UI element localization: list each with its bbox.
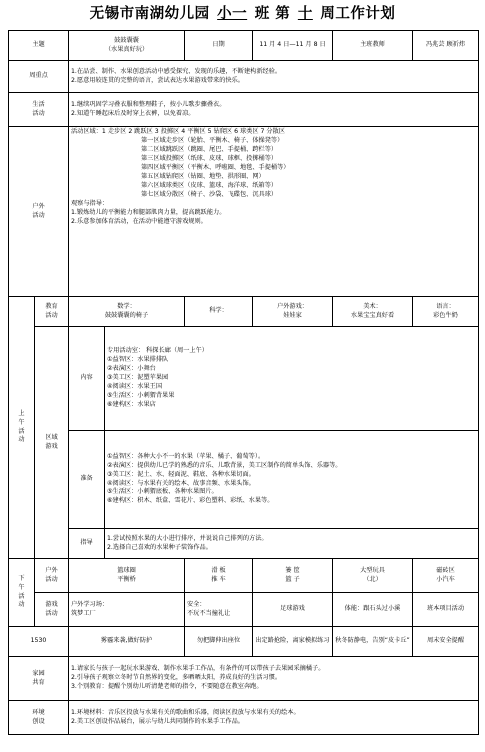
class-word: 班 [254,6,270,22]
outdoor-content: 活动区域：1 走步区 2 跳跃区 3 投掷区 4 平衡区 5 钻爬区 6 球类区 7 分散区 第一区域走步区（轮胎、平衡木、椅子、体操凳等） 第二区域跳跃区（跳圈、尾巴、手提桶、跨栏等） 第三区域投掷区（纸球、皮球、球框、投掷桶等） 第四区域平衡区（平衡木、呼啦圈、地毯、手提桶等） 第五区域钻爬区（钻圈、地垫、拱形圈、网） 第六区域球类区（皮球、篮球、海洋球、纸箱等） 第七区域分散区（椅子、沙袋、飞碟包、沉具球） 观察与指导： 1.锻炼幼儿的平衡能力和腿部肌肉力量，提高跳跃能力。 2.乐意参加体育活动，在活动中能遵守游戏规则。 [69,127,479,297]
date-value: 11 月 4 日—11 月 8 日 [253,31,333,61]
theme-label: 主题 [9,31,69,61]
safety-item-3: 出定路抢险，离家模拟练习 [253,627,333,657]
edu-math: 数学： 鼓鼓囊囊的椅子 [69,297,185,327]
area-guide-row [9,529,479,559]
area-content-row [9,327,479,431]
teacher-value: 冯兆芸 顾祈炜 [413,31,479,61]
edu-art: 美术： 水果宝宝真好看 [333,297,413,327]
safety-item-4: 秋冬防静电，告别“皮卡丘” [333,627,413,657]
family-content: 1.请家长与孩子一起玩水果游戏、制作水果手工作品，有条件的可以带孩子去果园采摘橘子。 2.引导孩子观察立冬时节自然界的变化，多晒晒太阳，养成良好的生活习惯。 3.个别教育：提醒个别幼儿听清楚老师的指令，不要随意在教室奔跑。 [69,657,479,701]
afternoon-game-4: 体能：跟石头过小溪 [333,593,413,627]
class-name: 小一 [217,6,248,22]
edu-label: 教育 活动 [35,297,69,327]
area-prep: ①益智区：各种大小不一的水果（苹果、橘子、葡萄等）。 ②表演区：提供幼儿已学的熟悉的音乐、儿歌背景，美工区制作的简单头饰、乐器等。 ③美工区：泥土、水、轻面泥、鞋底、各种水果切面。 ④阅读区：与水果有关的绘本、故事音频、水果头饰。 ⑤生活区：小刺猬底板、各种水果图片。 ⑥建构区：积木、纸盒、雪花片、彩色塑料、彩纸、水果等。 [105,431,479,529]
env-content: 1.环境材料：音乐区投放与水果有关的歌曲和乐器，阅读区投放与水果有关的绘本。 2.美工区创设作品展台，展示与幼儿共同制作的水果手工作品。 [69,701,479,735]
outdoor-label: 户外 活动 [9,127,69,297]
afternoon-outdoor-1: 篮球圈 平衡桥 [69,559,185,593]
safety-item-1: 雾霾来袭,做好防护 [69,627,185,657]
safety-item-2: 勿把脚伸出座位 [185,627,253,657]
afternoon-outdoor-3: 篓 筐 篮 子 [253,559,333,593]
afternoon-label: 下 午 活 动 [9,559,35,627]
family-row [9,657,479,701]
area-content-label: 内容 [69,327,105,431]
focus-content: 1.在品尝、制作、水果创意活动中感受探究、发现的乐趣，不断建构新经验。 2.愿意用较连贯的完整的语言，尝试表达水果游戏带来的快乐。 [69,61,479,93]
afternoon-game-5: 班本项目活动 [413,593,479,627]
afternoon-game-3: 足球游戏 [253,593,333,627]
area-content: 专用活动室： 科探长廊（周一上午） ①益智区：水果排排队 ②表演区：小舞台 ③美工区：泥塑苹果园 ④阅读区：水果王国 ⑤生活区：小刺猬背果果 ⑥建构区：水果店 [105,327,479,431]
life-label: 生活 活动 [9,93,69,127]
afternoon-game-2: 安全： 不玩不当撞礼让 [185,593,253,627]
edu-outdoor-game-1: 户外游戏： 娃娃家 [253,297,333,327]
safety-label: 1530 [9,627,69,657]
focus-row [9,61,479,93]
afternoon-game-1: 户外学习场： 筑梦工厂 [69,593,185,627]
afternoon-outdoor-4: 大型玩具 （北） [333,559,413,593]
week-number: 十 [297,6,313,22]
teacher-label: 主班教师 [333,31,413,61]
afternoon-outdoor-5: 磁砖区 小汽车 [413,559,479,593]
area-guide: 1.尝试按照水果的大小进行排序，并说说自己排列的方法。 2.选择自己喜欢的水果种子装饰作品。 [105,529,479,559]
safety-item-5: 周末安全提醒 [413,627,479,657]
edu-language: 语言： 彩色牛奶 [413,297,479,327]
env-row [9,701,479,735]
header-row [9,31,479,61]
edu-science: 科学： [185,297,253,327]
page-title [0,0,485,28]
afternoon-outdoor-2: 滑 板 推 车 [185,559,253,593]
area-prep-label: 准备 [69,431,105,529]
afternoon-outdoor-row [9,559,479,593]
life-row [9,93,479,127]
afternoon-outdoor-label: 户外 活动 [35,559,69,593]
family-label: 家园 共育 [9,657,69,701]
focus-label: 周重点 [9,61,69,93]
edu-row [9,297,479,327]
afternoon-games-label: 游戏 活动 [35,593,69,627]
area-label: 区域 游戏 [35,327,69,559]
date-label: 日期 [185,31,253,61]
area-prep-row [9,431,479,529]
area-guide-label: 指导 [69,529,105,559]
school-name: 无锡市南湖幼儿园 [89,6,210,22]
theme-value: 鼓鼓囊囊 （水果真好玩） [69,31,185,61]
week-suffix: 周工作计划 [320,6,396,22]
outdoor-row [9,127,479,297]
safety-row [9,627,479,657]
plan-table [8,30,479,735]
week-prefix: 第 [275,6,291,22]
morning-label: 上 午 活 动 [9,297,35,559]
life-content: 1.继续巩固学习叠衣服和整理鞋子，按小儿歌步骤叠衣。 2.知道午睡起床后及时穿上衣裤，以免着凉。 [69,93,479,127]
env-label: 环境 创设 [9,701,69,735]
afternoon-games-row [9,593,479,627]
